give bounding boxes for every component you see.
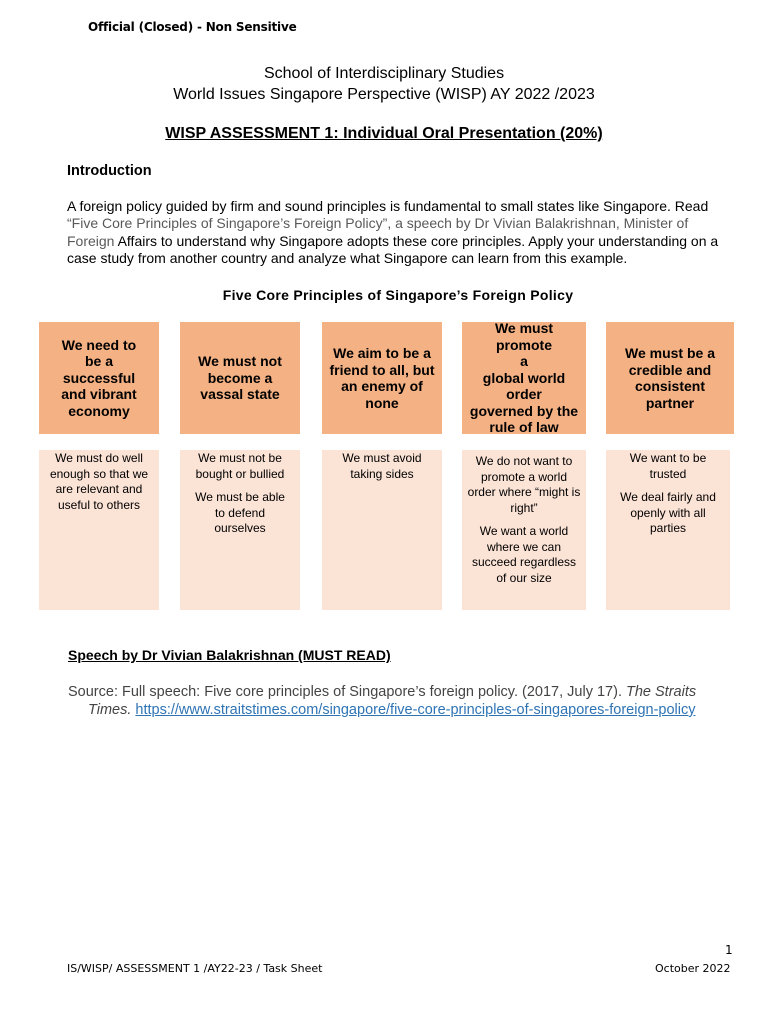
principle-detail-1 xyxy=(39,450,159,610)
school-title: School of Interdisciplinary Studies xyxy=(263,65,505,82)
principle-header-1 xyxy=(39,322,159,434)
principle-detail-text: We want to be trusted xyxy=(629,451,707,481)
citation-line-1 xyxy=(68,683,738,701)
principle-detail-text: We must do well enough so that we are relevant and useful to others xyxy=(49,451,149,512)
principle-title: We aim to be a friend to all, but an enemy of none xyxy=(329,345,435,411)
principle-detail-text: We must avoid taking sides xyxy=(342,451,422,481)
principle-title: We need to be a successful and vibrant economy xyxy=(61,336,137,419)
principle-title: We must be a credible and consistent partner xyxy=(625,345,715,411)
principle-detail-text: We do not want to promote a world order where “might is right” xyxy=(467,454,581,515)
page-number: 1 xyxy=(725,943,733,957)
principle-header-2 xyxy=(180,322,300,434)
principle-detail-text: We want a world where we can succeed regardless of our size xyxy=(471,524,577,585)
course-title: World Issues Singapore Perspective (WISP) AY 2022 /2023 xyxy=(173,86,595,103)
introduction-heading: Introduction xyxy=(67,163,152,179)
introduction-paragraph xyxy=(67,198,737,267)
principle-header-3 xyxy=(322,322,442,434)
intro-text-end: Affairs to understand why Singapore adopts these core principles. Apply your understanding on a case study from another country and analyze what Singapore can learn from this example. xyxy=(67,232,719,266)
footer-document-id: IS/WISP/ ASSESSMENT 1 /AY22-23 / Task Sheet xyxy=(67,962,323,975)
citation-journal: Times. xyxy=(88,702,132,718)
principle-title: We must promote a global world order governed by the rule of law xyxy=(469,320,579,436)
speech-heading: Speech by Dr Vivian Balakrishnan (MUST READ) xyxy=(68,647,391,663)
principle-detail-2 xyxy=(180,450,300,610)
principle-detail-text: We deal fairly and openly with all parties xyxy=(620,490,716,535)
principle-detail-text: We must not be bought or bullied xyxy=(195,451,285,481)
citation-text: Source: Full speech: Five core principles of Singapore’s foreign policy. (2017, July 17). xyxy=(68,684,626,700)
principle-header-5 xyxy=(606,322,734,434)
principle-detail-4 xyxy=(462,450,586,610)
source-citation xyxy=(68,683,738,719)
citation-line-2 xyxy=(68,701,738,719)
principle-title: We must not become a vassal state xyxy=(198,353,282,403)
citation-journal: The Straits xyxy=(626,684,697,700)
assessment-title: WISP ASSESSMENT 1: Individual Oral Presentation (20%) xyxy=(165,125,603,142)
footer-date: October 2022 xyxy=(655,962,731,975)
classification-label: Official (Closed) - Non Sensitive xyxy=(88,20,297,34)
intro-text-start: A foreign policy guided by firm and sound principles is fundamental to small states like Singapore. Read xyxy=(67,198,709,214)
principle-detail-text: We must be able to defend ourselves xyxy=(195,490,285,535)
principle-detail-5 xyxy=(606,450,730,610)
principle-header-4 xyxy=(462,322,586,434)
principles-heading: Five Core Principles of Singapore’s Foreign Policy xyxy=(222,287,574,303)
intro-quoted-title: “Five Core Principles of Singapore’s Foreign Policy”, a speech by Dr Vivian Balakrishnan, Minister of Foreign xyxy=(67,215,689,249)
speech-link[interactable]: https://www.straitstimes.com/singapore/five-core-principles-of-singapores-foreign-policy xyxy=(135,702,696,718)
principle-detail-3 xyxy=(322,450,442,610)
